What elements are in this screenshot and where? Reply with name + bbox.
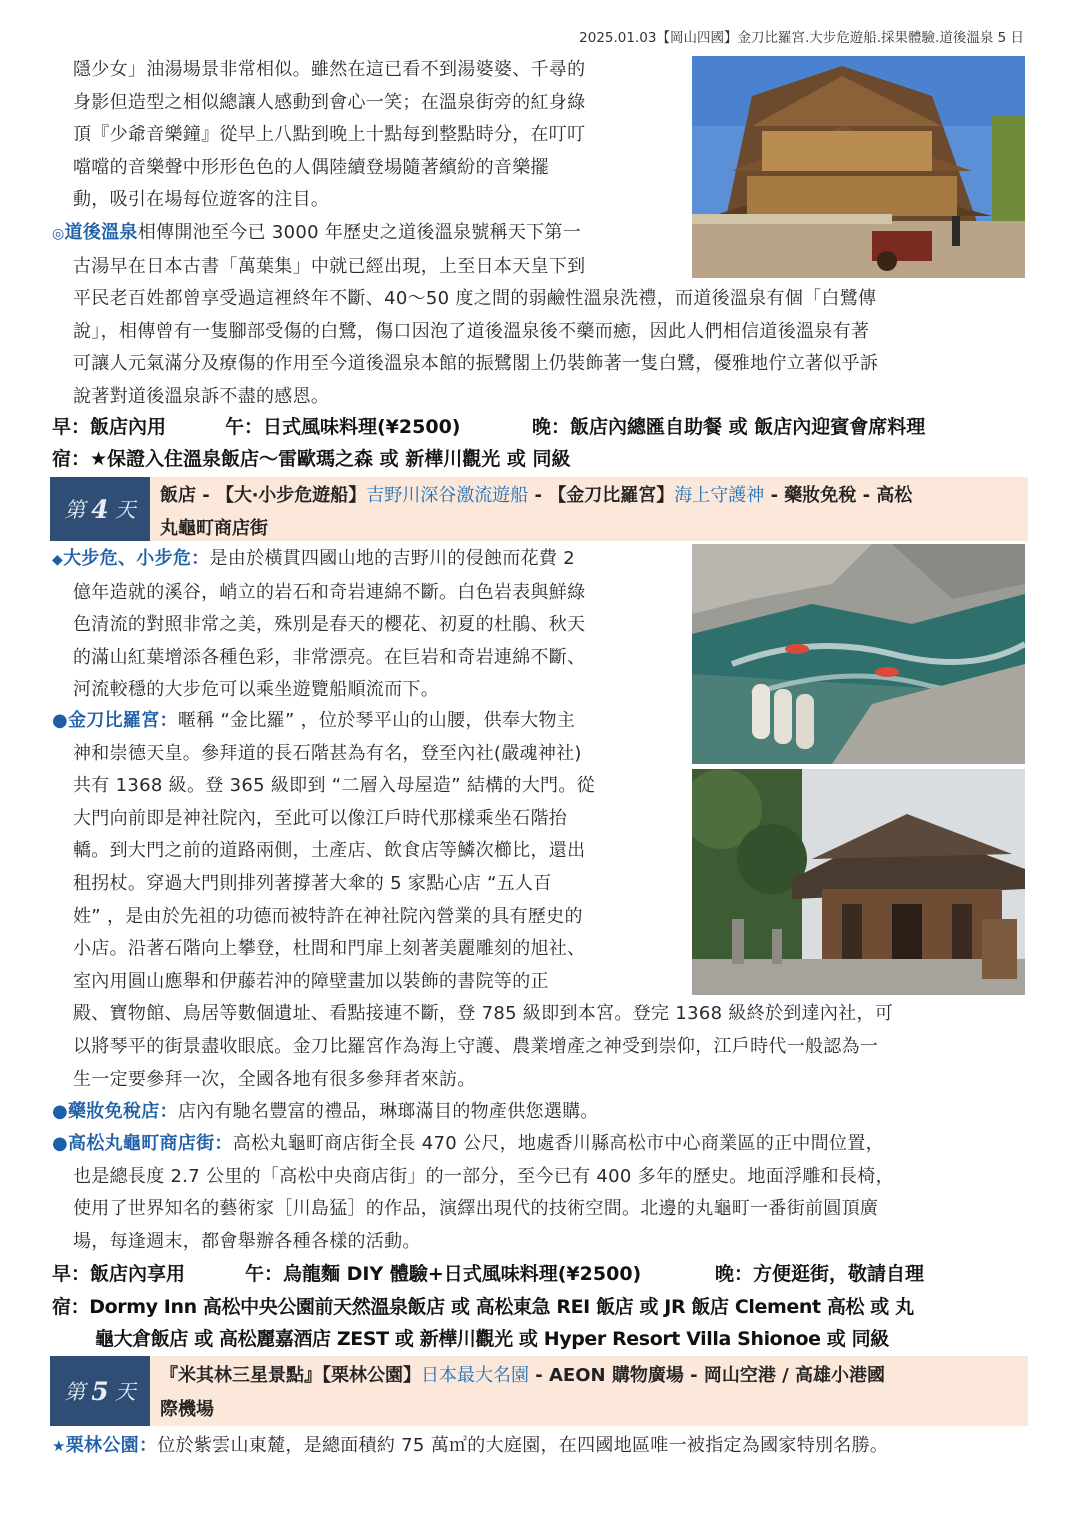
oboke-title: 大步危、小步危： bbox=[63, 548, 210, 569]
text-line: 場，每逢週末，都會舉辦各種各樣的活動。 bbox=[73, 1230, 421, 1252]
text-line: 小店。沿著石階向上攀登，杜間和門扉上刻著美麗雕刻的旭社、 bbox=[73, 938, 586, 960]
ritsurin-title: 栗林公園： bbox=[65, 1435, 158, 1456]
konpira-section bbox=[52, 705, 1027, 1096]
text-line: 生一定要參拜一次，全國各地有很多參拜者來訪。 bbox=[73, 1068, 476, 1090]
text-line: 室內用圓山應舉和伊藤若沖的障壁畫加以裝飾的書院等的正 bbox=[73, 970, 549, 992]
text-line: 河流較穩的大步危可以乘坐遊覽船順流而下。 bbox=[73, 679, 439, 701]
lunch-label: 午：日式風味料理(¥2500) bbox=[225, 416, 461, 438]
text-line: 頂『少爺音樂鐘』從早上八點到晚上十點每到整點時分，在叮叮 bbox=[73, 124, 586, 146]
day3-meals bbox=[52, 411, 925, 443]
text-line: 可讓人元氣滿分及療傷的作用至今道後溫泉本館的振鷺閣上仍裝飾著一隻白鷺，優雅地佇立著似乎訴 bbox=[73, 353, 879, 375]
day-prefix: 第 bbox=[64, 1380, 86, 1404]
itinerary-part: - AEON 購物廣場 - 岡山空港 / 高雄小港國 bbox=[529, 1365, 885, 1386]
text-line: 轎。到大門之前的道路兩側，土產店、飲食店等鱗次櫛比，還出 bbox=[73, 840, 586, 862]
page-header: 2025.01.03【岡山四國】金刀比羅宮.大步危遊船.採果體驗.道後溫泉 5 日 bbox=[579, 30, 1024, 46]
bullet-icon: ◎ bbox=[52, 226, 65, 242]
text-line: 身影但造型之相似總讓人感動到會心一笑；在溫泉街旁的紅身綠 bbox=[73, 91, 586, 113]
text-line: 高松丸龜町商店街全長 470 公尺，地處香川縣高松市中心商業區的正中間位置， bbox=[232, 1133, 884, 1154]
text-line: 姓” ，是由於先祖的功德而被特許在神社院內營業的具有歷史的 bbox=[73, 905, 583, 927]
text-line: 噹噹的音樂聲中形形色色的人偶陸續登場隨著繽紛的音樂擺 bbox=[73, 156, 549, 178]
text-line: 使用了世界知名的藝術家［川島猛］的作品，演繹出現代的技術空間。北邊的丸龜町一番街前圓頂廣 bbox=[73, 1198, 879, 1220]
bullet-icon: ● bbox=[52, 710, 69, 731]
text-line: 是由於橫貫四國山地的吉野川的侵蝕而花費 2 bbox=[209, 548, 575, 569]
text-line: 古湯早在日本古書「萬葉集」中就已經出現，上至日本天皇下到 bbox=[73, 255, 586, 277]
text-line: 以將琴平的街景盡收眼底。金刀比羅宮作為海上守護、農業增產之神受到崇仰，江戶時代一般認為一 bbox=[73, 1035, 879, 1057]
text-line: 動，吸引在場每位遊客的注目。 bbox=[73, 189, 330, 211]
text-line: 租拐杖。穿過大門則排列著撐著大傘的 5 家點心店 “五人百 bbox=[73, 872, 552, 894]
drugstore-text: 店內有馳名豐富的禮品，琳瑯滿目的物產供您選購。 bbox=[177, 1101, 599, 1122]
text-line: 殿、寶物館、鳥居等數個遺址、看點接連不斷，登 785 級即到本宮。登完 1368 級終於到達內社，可 bbox=[73, 1003, 894, 1025]
day5-itinerary bbox=[160, 1359, 1020, 1427]
day3-hotel: 宿：★保證入住溫泉飯店～雷歐瑪之森 或 新樺川觀光 或 同級 bbox=[52, 448, 571, 470]
marugame-title: 高松丸龜町商店街： bbox=[68, 1133, 233, 1154]
itinerary-part: - 藥妝免稅 - 高松 bbox=[764, 485, 913, 506]
day-suffix: 天 bbox=[114, 498, 136, 522]
itinerary-part: 飯店 - 【大‧小步危遊船】 bbox=[160, 485, 367, 506]
hotel-line: 宿：Dormy Inn 高松中央公園前天然溫泉飯店 或 高松東急 REI 飯店 或 JR 飯店 Clement 高松 或 丸 bbox=[52, 1296, 914, 1318]
text-line: 的滿山紅葉增添各種色彩，非常漂亮。在巨岩和奇岩連綿不斷、 bbox=[73, 646, 586, 668]
text-line: 相傳開池至今已 3000 年歷史之道後溫泉號稱天下第一 bbox=[137, 222, 582, 243]
dogo-onsen-title: 道後溫泉 bbox=[64, 222, 138, 243]
itinerary-part: 際機場 bbox=[160, 1399, 214, 1420]
text-line: 也是總長度 2.7 公里的「高松中央商店街」的一部分，至今已有 400 多年的歷史。地面浮雕和長椅， bbox=[73, 1165, 894, 1187]
dogo-onsen-section bbox=[52, 217, 1027, 414]
breakfast-label: 早：飯店內用 bbox=[52, 416, 167, 438]
day4-itinerary bbox=[160, 479, 1020, 545]
itinerary-part: 『米其林三星景點』【栗林公園】 bbox=[160, 1365, 421, 1386]
bullet-icon: ● bbox=[52, 1133, 69, 1154]
day-number: 5 bbox=[91, 1376, 109, 1406]
day-number: 4 bbox=[91, 494, 109, 524]
bullet-icon: ◆ bbox=[52, 552, 64, 568]
dogo-intro-paragraph bbox=[73, 54, 683, 217]
lunch-label: 午：烏龍麵 DIY 體驗+日式風味料理(¥2500) bbox=[245, 1263, 642, 1285]
text-line: 說」，相傳曾有一隻腳部受傷的白鷺，傷口因泡了道後溫泉後不藥而癒，因此人們相信道後溫泉有著 bbox=[73, 320, 870, 342]
day-suffix: 天 bbox=[114, 1380, 136, 1404]
day-prefix: 第 bbox=[64, 498, 86, 522]
text-line: 隱少女」油湯場景非常相似。雖然在這已看不到湯婆婆、千尋的 bbox=[73, 59, 586, 80]
text-line: 說著對道後溫泉訴不盡的感恩。 bbox=[73, 385, 330, 407]
hotel-line: 龜大倉飯店 或 高松麗嘉酒店 ZEST 或 新樺川觀光 或 Hyper Resort Villa Shionoe 或 同級 bbox=[95, 1328, 889, 1350]
drugstore-section bbox=[52, 1096, 1027, 1129]
breakfast-label: 早：飯店內享用 bbox=[52, 1263, 186, 1285]
day4-hotel bbox=[52, 1291, 1027, 1355]
bullet-icon: ★ bbox=[52, 1437, 66, 1455]
text-line: 億年造就的溪谷，峭立的岩石和奇岩連綿不斷。白色岩表與鮮綠 bbox=[73, 581, 586, 603]
text-line: 暱稱 “金比羅” ，位於琴平山的山腰，供奉大物主 bbox=[177, 710, 576, 731]
day5-banner bbox=[50, 1356, 1028, 1426]
konpira-title: 金刀比羅宮： bbox=[68, 710, 178, 731]
ritsurin-text: 位於紫雲山東麓，是總面積約 75 萬㎡的大庭園，在四國地區唯一被指定為國家特別名勝。 bbox=[157, 1435, 889, 1456]
day4-tag bbox=[50, 477, 150, 541]
bullet-icon: ● bbox=[52, 1101, 69, 1122]
text-line: 平民老百姓都曾享受過這裡終年不斷、40～50 度之間的弱鹼性溫泉洗禮，而道後溫泉有個「白鷺傳 bbox=[73, 288, 877, 310]
drugstore-title: 藥妝免稅店： bbox=[68, 1101, 178, 1122]
text-line: 大門向前即是神社院內，至此可以像江戶時代那樣乘坐石階抬 bbox=[73, 807, 568, 829]
itinerary-highlight: 吉野川深谷激流遊船 bbox=[366, 485, 529, 506]
marugame-section bbox=[52, 1128, 1027, 1258]
dinner-label: 晚：飯店內總匯自助餐 或 飯店內迎賓會席料理 bbox=[532, 416, 926, 438]
text-line: 神和崇德天皇。參拜道的長石階甚為有名，登至內社(嚴魂神社) bbox=[73, 742, 582, 764]
dinner-label: 晚：方便逛街，敬請自理 bbox=[715, 1263, 925, 1285]
itinerary-part: - 【金刀比羅宮】 bbox=[528, 485, 675, 506]
itinerary-part: 丸龜町商店街 bbox=[160, 518, 268, 539]
itinerary-highlight: 海上守護神 bbox=[674, 485, 765, 506]
day5-tag bbox=[50, 1356, 150, 1426]
day4-meals bbox=[52, 1258, 924, 1290]
ritsurin-section bbox=[52, 1430, 1027, 1463]
day4-banner bbox=[50, 477, 1028, 541]
text-line: 共有 1368 級。登 365 級即到 “二層入母屋造” 結構的大門。從 bbox=[73, 775, 595, 797]
text-line: 色清流的對照非常之美，殊別是春天的櫻花、初夏的杜鵑、秋天 bbox=[73, 614, 586, 636]
itinerary-highlight: 日本最大名園 bbox=[421, 1365, 529, 1386]
oboke-section bbox=[52, 543, 682, 707]
